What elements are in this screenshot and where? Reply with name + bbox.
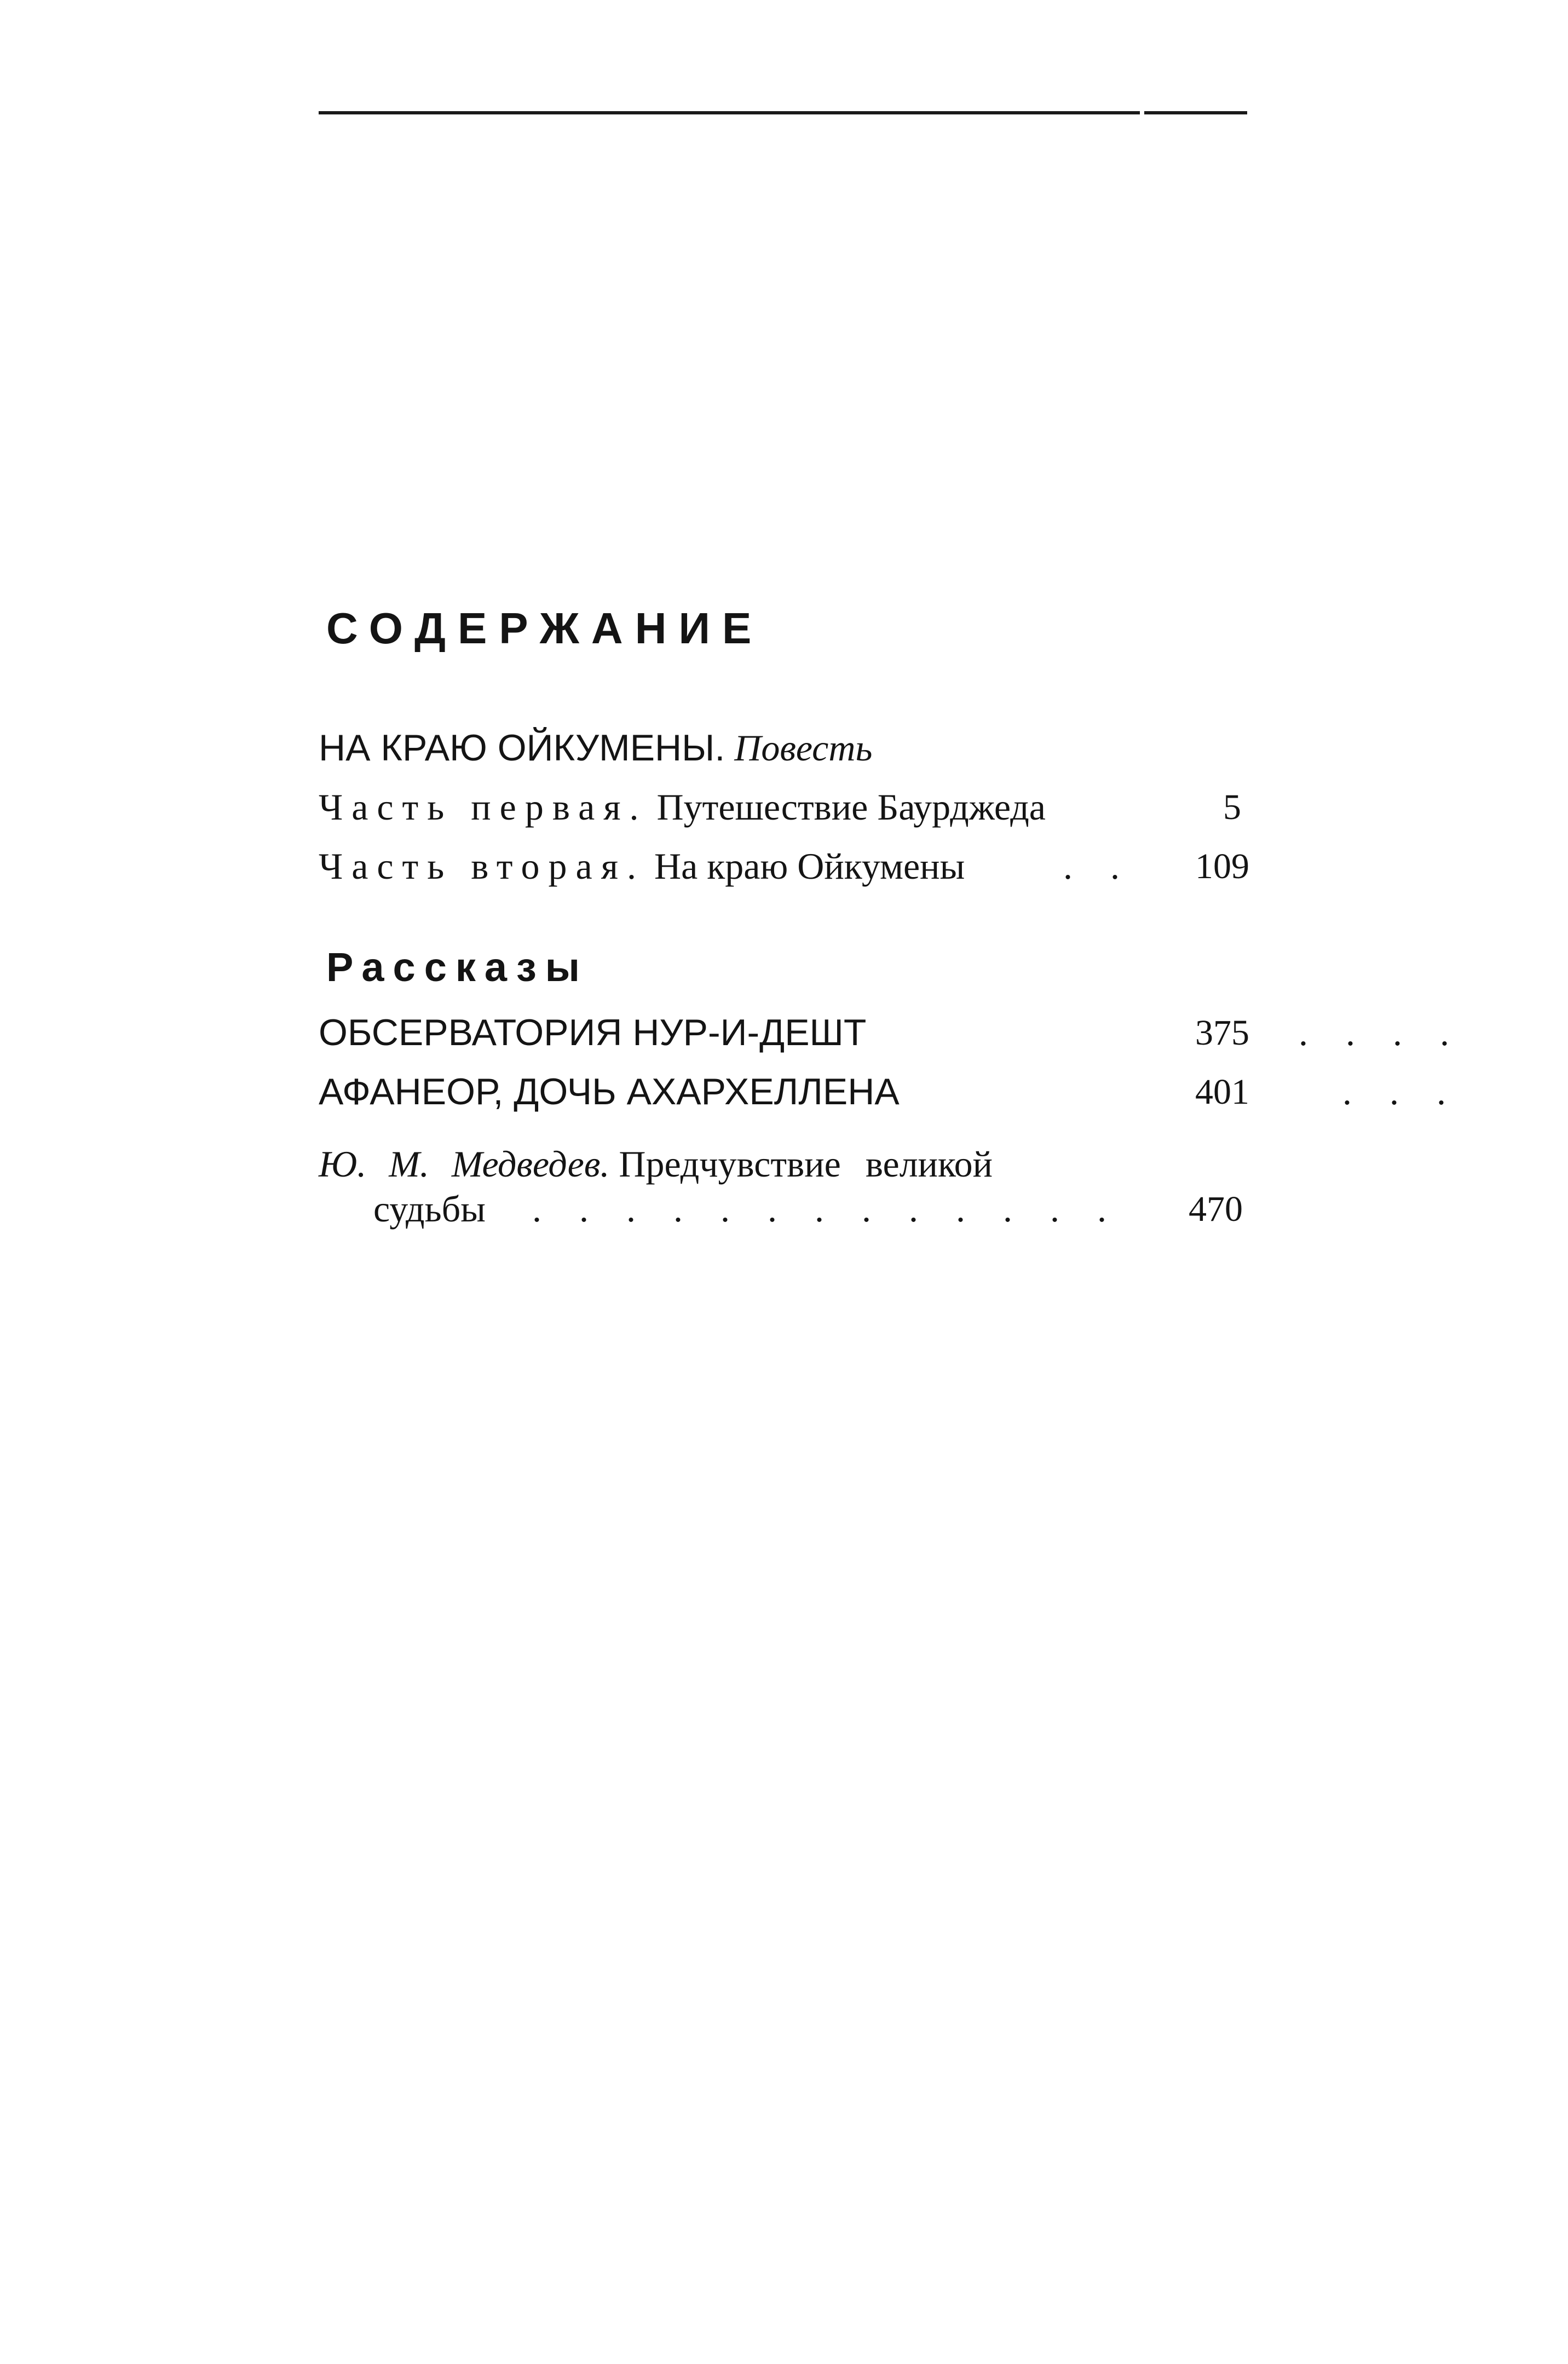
toc-heading: СОДЕРЖАНИЕ bbox=[326, 604, 764, 653]
part-label: Часть вторая. bbox=[319, 845, 645, 887]
page-number: 470 bbox=[1189, 1189, 1243, 1229]
leader-dots: . . . bbox=[1342, 1071, 1460, 1112]
novel-title-wrap bbox=[319, 727, 873, 769]
page-number: 109 bbox=[1195, 846, 1249, 886]
toc-entry-afterword bbox=[319, 1139, 1249, 1188]
afterword-author: Ю. М. Медведев. bbox=[319, 1143, 610, 1185]
toc-entry-story bbox=[319, 1066, 1460, 1116]
page-number: 401 bbox=[1195, 1072, 1249, 1112]
top-rule-segment bbox=[1144, 111, 1247, 114]
novel-title: НА КРАЮ ОЙКУМЕНЫ. bbox=[319, 727, 725, 769]
part-label: Часть первая. bbox=[319, 786, 648, 828]
entry-text bbox=[319, 1145, 993, 1183]
part-title: На краю Ойкумены bbox=[654, 845, 965, 887]
toc-entry-part-two bbox=[319, 841, 1249, 890]
story-title: АФАНЕОР, ДОЧЬ АХАРХЕЛЛЕНА bbox=[319, 1071, 900, 1112]
story-title: ОБСЕРВАТОРИЯ НУР-И-ДЕШТ bbox=[319, 1012, 867, 1053]
part-title: Путешествие Баурджеда bbox=[656, 786, 1046, 828]
entry-text bbox=[319, 847, 965, 885]
stories-section-title: Рассказы bbox=[326, 944, 589, 990]
entry-text bbox=[319, 788, 1046, 826]
afterword-title-line1: Предчувствие великой bbox=[619, 1143, 993, 1185]
page-number: 375 bbox=[1195, 1013, 1249, 1053]
leader-dots: . . . . bbox=[1299, 1012, 1463, 1053]
toc-entry-part-one bbox=[319, 782, 1249, 831]
toc-entry-story bbox=[319, 1007, 1463, 1057]
novel-genre: Повесть bbox=[734, 727, 873, 769]
leader-dots: . . bbox=[1063, 845, 1134, 887]
top-rule bbox=[319, 111, 1140, 114]
afterword-title-line2: судьбы bbox=[373, 1188, 486, 1230]
novel-title-line bbox=[319, 723, 1249, 772]
toc-entry-afterword-continued bbox=[319, 1184, 1249, 1233]
leader-dots: . . . . . . . . . . . . . bbox=[532, 1188, 1121, 1230]
page-number: 5 bbox=[1223, 787, 1241, 827]
